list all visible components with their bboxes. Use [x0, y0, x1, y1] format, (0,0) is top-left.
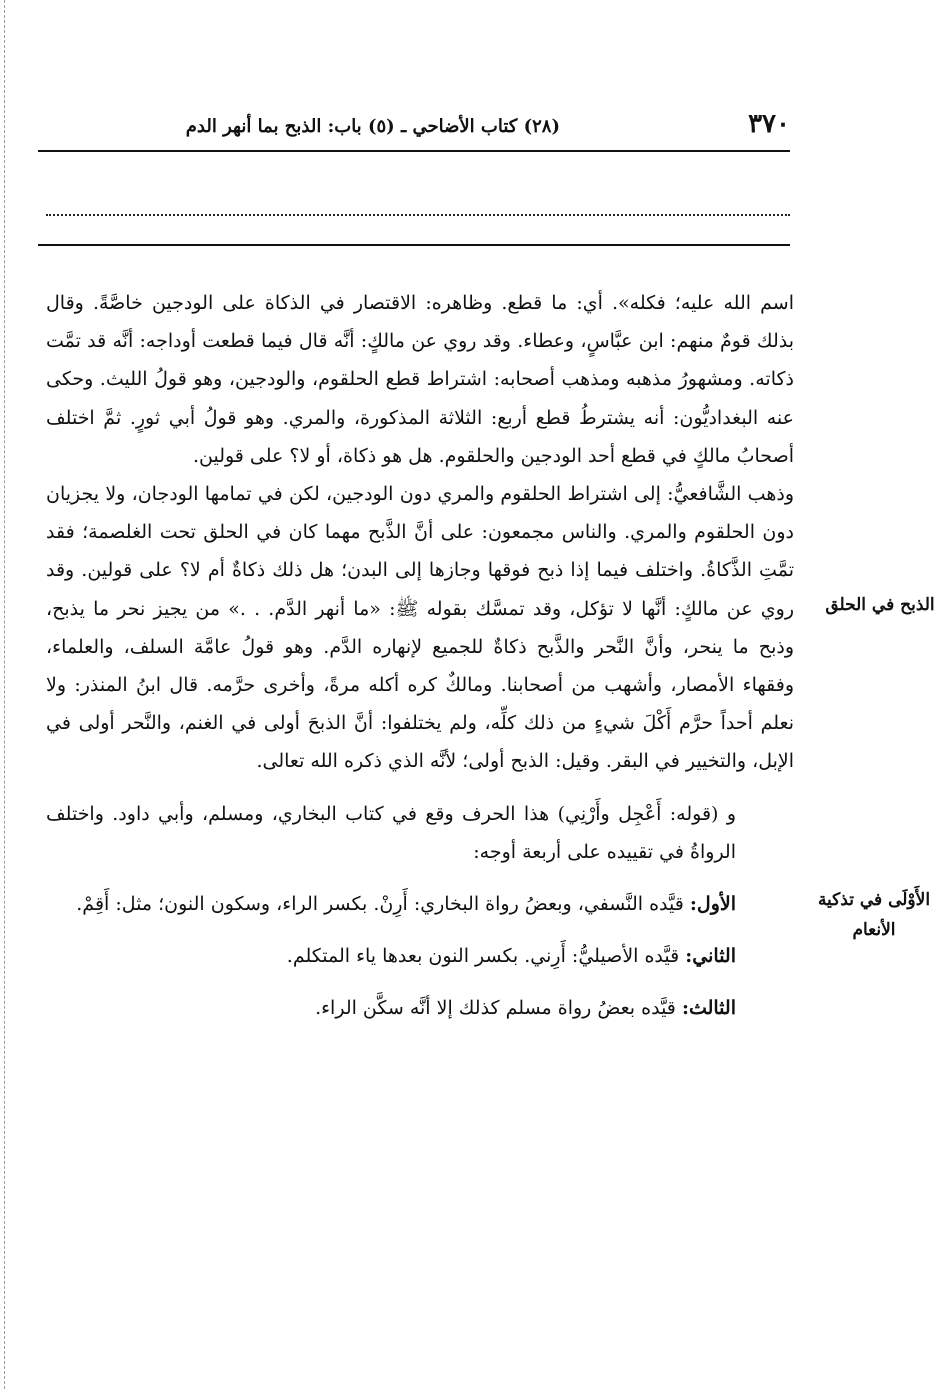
margin-note-slaughter-at-throat: الذبح في الحلق	[825, 595, 935, 615]
paragraph: وذهب الشَّافعيُّ: إلى اشتراط الحلقوم والمري دون الودجين، لكن في تمامها الودجان، ولا يجزيان دون الحلقوم والمري. والناس مجمعون: على أنَّ الذَّبح مهما كان في الحلق تحت الغلصمة؛ فقد تمَّتِ الذَّكاةُ. واختلف فيما إذا ذبح فوقها وجازها إلى البدن؛ هل ذلك ذكاةٌ أم لا؟ على قولين. وقد روي عن مالكٍ: أنَّها لا تؤكل، وقد تمسَّك بقوله ﷺ: «ما أنهر الدَّم. . .» من يجيز نحر ما يذبح، وذبح ما ينحر، وأنَّ النَّحر والذَّبح ذكاةٌ للجميع لإنهاره الدَّم. وهو قولُ عامَّة السلف، والعلماء، وفقهاء الأمصار، وأشهب من أصحابنا. ومالكٌ كره أكله مرةً، وأخرى حرَّمه. قال ابنُ المنذر: ولا نعلم أحداً حرَّم أَكْلَ شيءٍ من ذلك كلِّه، ولم يختلفوا: أنَّ الذبحَ أولى في الغنم، والنَّحر أولى في الإبل، والتخيير في البقر. وقيل: الذبح أولى؛ لأنَّه الذي ذكره الله تعالى.	[46, 483, 794, 773]
list-item	[46, 885, 794, 923]
paragraph: و (قوله: أَعْجِل وأَرْنِي) هذا الحرف وقع في كتاب البخاري، ومسلم، وأبي داود. واختلف الرواةُ في تقييده على أربعة أوجه:	[46, 802, 736, 863]
item-label: الثالث:	[681, 997, 736, 1020]
page-edge-line	[4, 0, 5, 1389]
dotted-separator	[46, 194, 790, 216]
header-rule	[38, 244, 790, 246]
paragraph-gap	[46, 871, 794, 885]
list-item	[46, 989, 794, 1027]
main-text	[46, 284, 794, 1028]
margin-note-preferred-slaughter: الأَوْلَى في تذكية الأنعام	[817, 890, 931, 940]
paragraph: اسم الله عليه؛ فكله». أي: ما قطع. وظاهره: الاقتصار في الذكاة على الودجين خاصَّةً. وقال بذلك قومٌ منهم: ابن عبَّاسٍ، وعطاء. وقد روي عن مالكٍ: أنَّه قال فيما قطعت أوداجه: أنَّه قد تمَّت ذكاته. ومشهورُ مذهبه ومذهب أصحابه: اشتراط قطع الحلقوم، والودجين، وهو قولُ الليث. وحكى عنه البغداديُّون: أنه يشترطُ قطع أربع: الثلاثة المذكورة، والمري. وهو قولُ أبي ثورٍ. ثمَّ اختلف أصحابُ مالكٍ في قطع أحد الودجين والحلقوم. هل هو ذكاة، أو لا؟ على قولين.	[46, 292, 794, 467]
paragraph-gap	[46, 781, 794, 795]
paragraph-gap	[46, 923, 794, 937]
item-label: الأول:	[689, 893, 736, 916]
page-number: ٣٧٠	[748, 109, 790, 139]
list-item	[46, 937, 794, 975]
item-text: قيَّده بعضُ رواة مسلم كذلك إلا أنَّه سكَّن الراء.	[315, 997, 682, 1020]
item-text: قيَّده النَّسفي، وبعضُ رواة البخاري: أَرِنْ. بكسر الراء، وسكون النون؛ مثل: أَقِمْ.	[76, 893, 690, 916]
running-head: (٢٨) كتاب الأضاحي ـ (٥) باب: الذبح بما أنهر الدم	[185, 116, 560, 137]
page-header	[38, 104, 790, 152]
item-text: قيَّده الأصيليُّ: أَرِني. بكسر النون بعدها ياء المتكلم.	[286, 945, 686, 968]
item-label: الثاني:	[685, 945, 736, 968]
paragraph-gap	[46, 975, 794, 989]
